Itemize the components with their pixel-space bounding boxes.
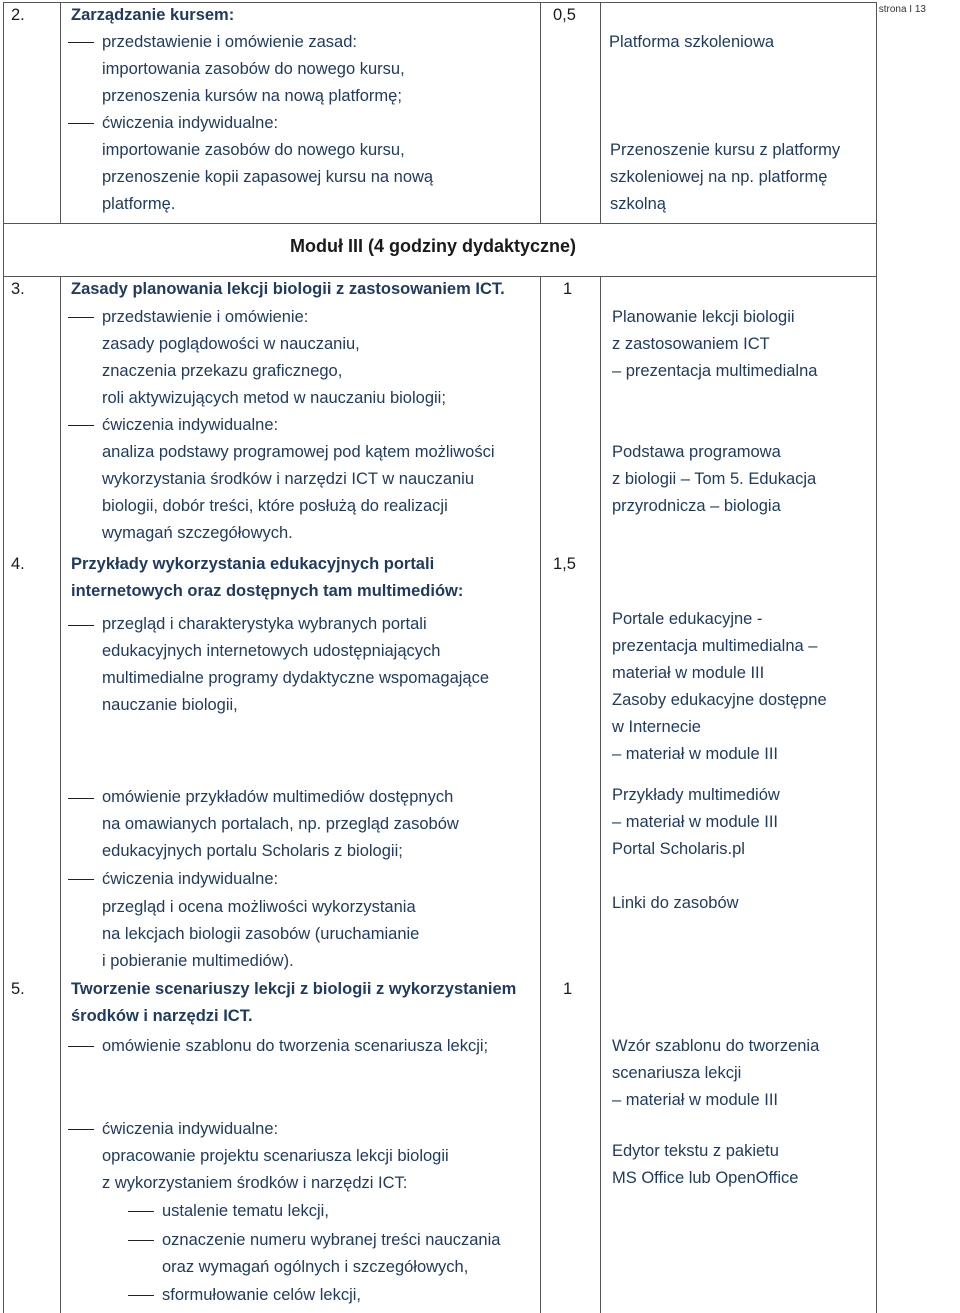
line: ćwiczenia indywidualne: — [102, 114, 279, 132]
dash-bullet — [128, 1211, 154, 1212]
row-title: Zarządzanie kursem: — [71, 6, 235, 24]
hours-value: 1 — [563, 280, 573, 298]
line: omówienie szablonu do tworzenia scenariusza lekcji; — [102, 1037, 489, 1055]
material-line: prezentacja multimedialna – — [612, 637, 818, 655]
line: znaczenia przekazu graficznego, — [102, 362, 343, 380]
module-title: Moduł III (4 godziny dydaktyczne) — [290, 236, 577, 256]
hours-value: 0,5 — [553, 6, 576, 24]
material-line: Planowanie lekcji biologii — [612, 308, 795, 326]
row-number: 3. — [11, 280, 25, 298]
line: przedstawienie i omówienie: — [102, 308, 309, 326]
dash-bullet — [68, 1046, 94, 1047]
dash-bullet — [68, 42, 94, 43]
line: przedstawienie i omówienie zasad: — [102, 33, 357, 51]
row-number: 4. — [11, 555, 25, 573]
row-divider — [4, 223, 876, 224]
column-divider — [60, 276, 61, 1313]
line: ustalenie tematu lekcji, — [162, 1202, 329, 1220]
line: i pobieranie multimediów). — [102, 952, 294, 970]
line: zasady poglądowości w nauczaniu, — [102, 335, 360, 353]
line: importowanie zasobów do nowego kursu, — [102, 141, 405, 159]
material-line: szkoleniowej na np. platformę — [610, 168, 828, 186]
dash-bullet — [68, 879, 94, 880]
column-divider — [600, 3, 601, 223]
material-line: Zasoby edukacyjne dostępne — [612, 691, 827, 709]
material-line: Edytor tekstu z pakietu — [612, 1142, 779, 1160]
material-line: Podstawa programowa — [612, 443, 781, 461]
dash-bullet — [68, 317, 94, 318]
material-line: – materiał w module III — [612, 1091, 778, 1109]
line: platformę. — [102, 195, 176, 213]
material-line: Platforma szkoleniowa — [609, 33, 775, 51]
material-line: z biologii – Tom 5. Edukacja — [612, 470, 817, 488]
material-line: w Internecie — [612, 718, 701, 736]
row-title: Tworzenie scenariuszy lekcji z biologii z wykorzystaniem — [71, 980, 517, 998]
material-line: szkolną — [610, 195, 666, 213]
dash-bullet — [68, 123, 94, 124]
material-line: przyrodnicza – biologia — [612, 497, 781, 515]
hours-value: 1 — [563, 980, 573, 998]
material-line: materiał w module III — [612, 664, 765, 682]
line: wykorzystania środków i narzędzi ICT w nauczaniu — [102, 470, 475, 488]
line: przenoszenie kopii zapasowej kursu na nową — [102, 168, 434, 186]
page-number-header: strona I 13 — [878, 4, 926, 15]
material-line: – materiał w module III — [612, 745, 778, 763]
line: ćwiczenia indywidualne: — [102, 1120, 279, 1138]
line: edukacyjnych internetowych udostępniających — [102, 642, 441, 660]
dash-bullet — [128, 1295, 154, 1296]
column-divider — [540, 276, 541, 1313]
row-title: Zasady planowania lekcji biologii z zastosowaniem ICT. — [71, 280, 505, 298]
line: omówienie przykładów multimediów dostępnych — [102, 788, 454, 806]
dash-bullet — [68, 425, 94, 426]
dash-bullet — [68, 798, 94, 799]
material-line: Przykłady multimediów — [612, 786, 780, 804]
column-divider — [60, 3, 61, 223]
column-divider — [600, 276, 601, 1313]
line: sformułowanie celów lekcji, — [162, 1286, 361, 1304]
material-line: Przenoszenie kursu z platformy — [610, 141, 841, 159]
hours-value: 1,5 — [553, 555, 576, 573]
dash-bullet — [68, 625, 94, 626]
line: na omawianych portalach, np. przegląd zasobów — [102, 815, 459, 833]
line: ćwiczenia indywidualne: — [102, 870, 279, 888]
line: z wykorzystaniem środków i narzędzi ICT: — [102, 1174, 408, 1192]
material-line: Wzór szablonu do tworzenia — [612, 1037, 820, 1055]
material-line: z zastosowaniem ICT — [612, 335, 770, 353]
line: oraz wymagań ogólnych i szczegółowych, — [162, 1258, 469, 1276]
line: multimedialne programy dydaktyczne wspomagające — [102, 669, 490, 687]
column-divider — [540, 3, 541, 223]
line: przegląd i charakterystyka wybranych portali — [102, 615, 427, 633]
line: wymagań szczegółowych. — [102, 524, 293, 542]
row-number: 2. — [11, 6, 25, 24]
line: importowania zasobów do nowego kursu, — [102, 60, 405, 78]
row-title: internetowych oraz dostępnych tam multimediów: — [71, 582, 464, 600]
row-number: 5. — [11, 980, 25, 998]
material-line: Linki do zasobów — [612, 894, 739, 912]
material-line: – prezentacja multimedialna — [612, 362, 818, 380]
line: analiza podstawy programowej pod kątem możliwości — [102, 443, 495, 461]
dash-bullet — [68, 1129, 94, 1130]
line: na lekcjach biologii zasobów (uruchamianie — [102, 925, 420, 943]
line: biologii, dobór treści, które posłużą do realizacji — [102, 497, 448, 515]
line: ćwiczenia indywidualne: — [102, 416, 279, 434]
material-line: Portal Scholaris.pl — [612, 840, 745, 858]
material-line: MS Office lub OpenOffice — [612, 1169, 799, 1187]
line: edukacyjnych portalu Scholaris z biologii; — [102, 842, 403, 860]
row-title: Przykłady wykorzystania edukacyjnych portali — [71, 555, 435, 573]
dash-bullet — [128, 1240, 154, 1241]
material-line: scenariusza lekcji — [612, 1064, 742, 1082]
line: przegląd i ocena możliwości wykorzystania — [102, 898, 416, 916]
line: przenoszenia kursów na nową platformę; — [102, 87, 402, 105]
line: nauczanie biologii, — [102, 696, 238, 714]
line: roli aktywizujących metod w nauczaniu biologii; — [102, 389, 446, 407]
row-title: środków i narzędzi ICT. — [71, 1007, 253, 1025]
material-line: – materiał w module III — [612, 813, 778, 831]
material-line: Portale edukacyjne - — [612, 610, 763, 628]
line: opracowanie projektu scenariusza lekcji biologii — [102, 1147, 449, 1165]
line: oznaczenie numeru wybranej treści nauczania — [162, 1231, 501, 1249]
